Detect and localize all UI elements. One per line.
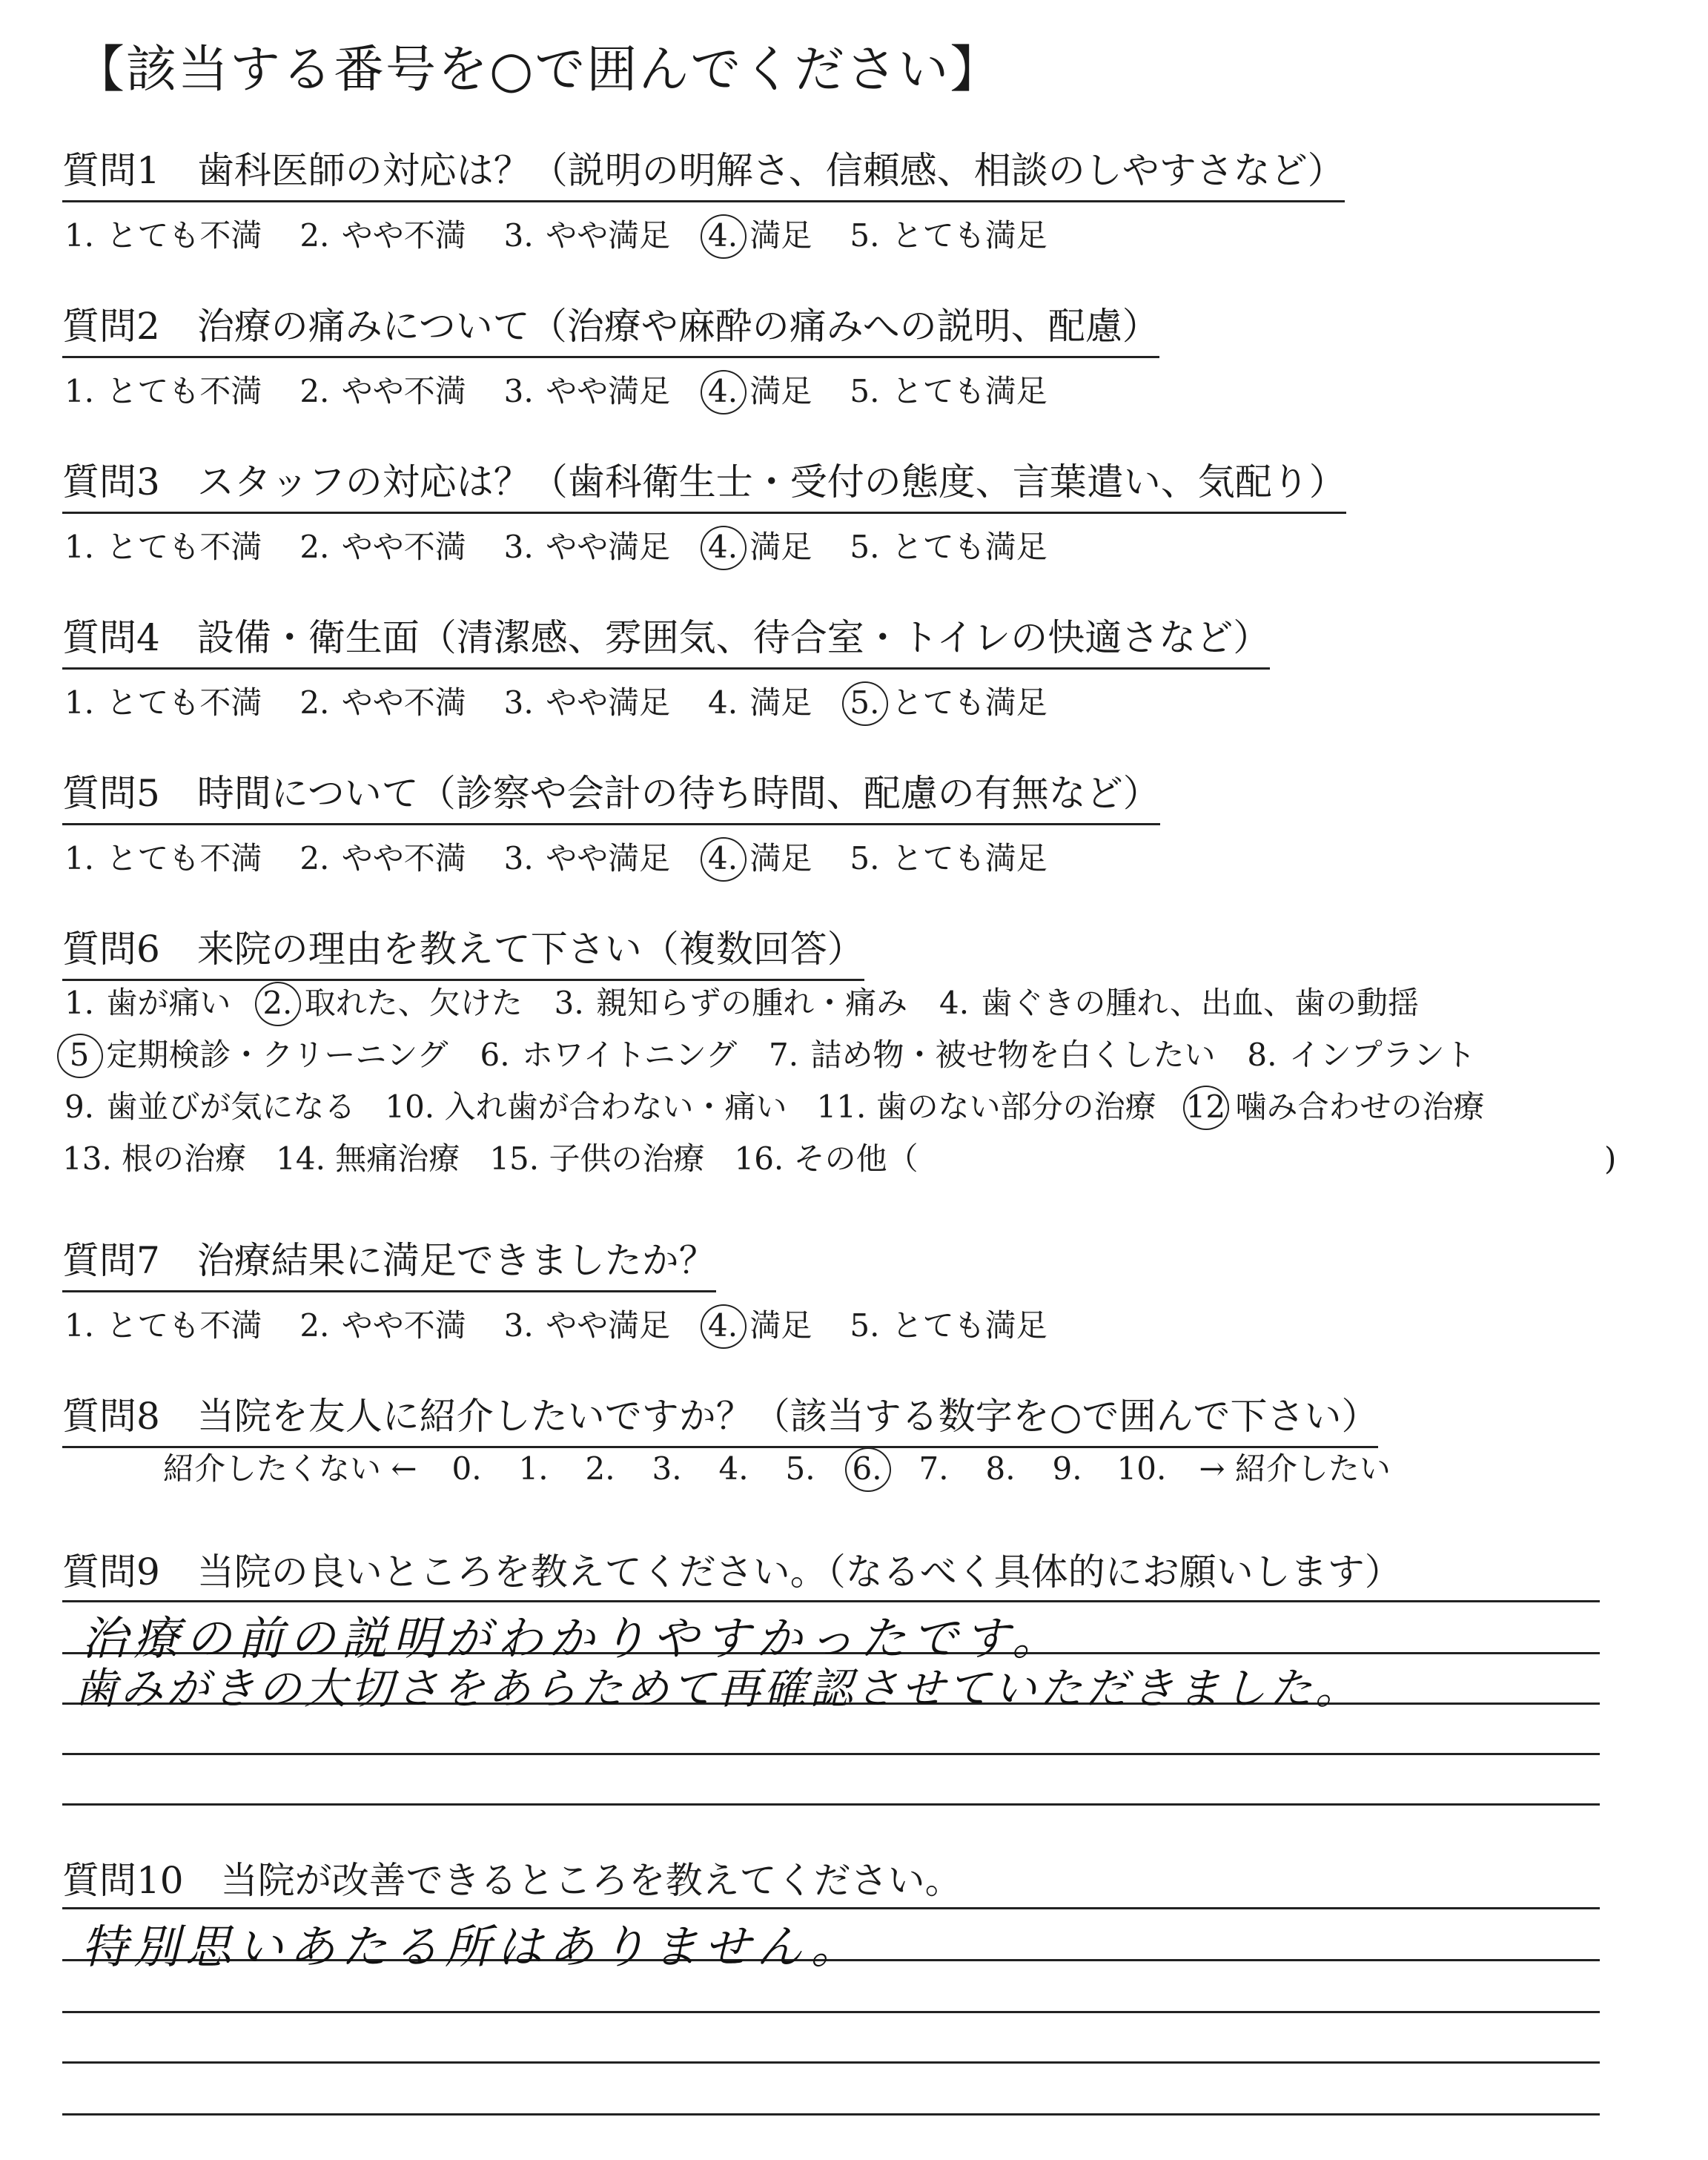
option-label: 定期検診・クリーニング [96,1037,448,1073]
answer-line [62,1907,1600,1909]
rating-option-4[interactable] [706,678,812,723]
option-label: やや満足 [535,840,671,876]
option-number: 3. [503,373,534,409]
option-label: 子供の治療 [539,1140,705,1177]
reason-option[interactable] [478,1029,738,1081]
rating-option-3[interactable] [502,834,670,879]
question-6 [62,919,864,981]
option-label: やや不満 [331,684,466,721]
option-number: 7. [769,1037,799,1073]
reason-option[interactable] [276,1133,460,1185]
option-label: 詰め物・被せ物を白くしたい [801,1037,1216,1073]
option-label: とても満足 [881,373,1047,409]
option-number: 1. [64,217,95,254]
option-number: 12 [1186,1081,1225,1133]
option-number: 2. [260,977,294,1029]
question-title: 質問1 歯科医師の対応は？（説明の明解さ、信頼感、相談のしやすさなど） [62,141,1345,202]
rating-option-3[interactable] [502,678,670,723]
option-number: 3. [503,529,534,565]
option-number: 4. [939,985,970,1021]
option-label: 歯のない部分の治療 [866,1089,1156,1125]
option-label: 満足 [740,373,812,409]
reason-option[interactable] [62,1029,448,1081]
rating-option-1[interactable] [62,1301,262,1346]
rating-option-2[interactable] [297,678,466,723]
scale-value[interactable]: 3. [652,1450,682,1487]
option-label: 親知らずの腫れ・痛み [586,985,908,1021]
option-label: やや不満 [331,1307,466,1344]
option-label: とても不満 [96,373,262,409]
rating-option-5[interactable] [847,523,1047,567]
scale-value[interactable]: 1. [518,1450,549,1487]
option-number: 4. [706,217,740,254]
option-label: ホワイトニング [512,1037,738,1073]
option-label: やや満足 [535,373,671,409]
option-label: 噛み合わせの治療 [1225,1089,1485,1125]
option-number: 1. [64,840,95,876]
option-label: 入れ歯が合わない・痛い [434,1089,787,1125]
rating-option-4[interactable] [706,367,812,412]
question-2 [62,297,1159,412]
scale-value[interactable]: 4. [718,1450,749,1487]
option-number: 1. [64,373,95,409]
option-label: とても不満 [96,217,262,254]
option-number: 5. [850,217,880,254]
rating-option-4[interactable] [706,1301,812,1346]
reason-option[interactable] [385,1081,787,1133]
handwritten-answer: 歯みがきの大切さをあらためて再確認させていただきました。 [74,1663,1362,1714]
option-label: とても不満 [96,684,262,721]
option-number: 5 [62,1029,96,1081]
rating-option-4[interactable] [706,523,812,567]
question-title: 質問5 時間について（診察や会計の待ち時間、配慮の有無など） [62,764,1160,825]
rating-option-2[interactable] [297,834,466,879]
reason-option[interactable] [62,1081,355,1133]
scale-right-label: → 紹介したい [1199,1450,1391,1487]
option-number: 2. [299,529,330,565]
option-number: 1. [64,529,95,565]
answer-line [62,2113,1600,2116]
question-title: 質問2 治療の痛みについて（治療や麻酔の痛みへの説明、配慮） [62,297,1159,358]
reason-option[interactable] [817,1081,1156,1133]
option-label: 満足 [740,684,812,721]
option-number: 15. [489,1140,540,1177]
rating-option-1[interactable] [62,367,262,412]
question-5 [62,764,1160,879]
option-label: 取れた、欠けた [294,985,523,1021]
reason-option[interactable] [767,1029,1215,1081]
rating-option-2[interactable] [297,211,466,256]
reason-option[interactable] [1245,1029,1475,1081]
rating-option-2[interactable] [297,367,466,412]
option-label: やや満足 [535,684,671,721]
option-label: とても満足 [881,1307,1047,1344]
answer-line [62,1753,1600,1755]
option-number: 16. [734,1140,784,1177]
option-label: やや不満 [331,529,466,565]
rating-option-5[interactable] [847,834,1047,879]
scale-left-label: 紹介したくない ← [163,1450,417,1487]
rating-option-5[interactable] [847,1301,1047,1346]
option-label: とても不満 [96,1307,262,1344]
question-title: 質問4 設備・衛生面（清潔感、雰囲気、待合室・トイレの快適さなど） [62,608,1270,670]
option-number: 11. [816,1089,867,1125]
question-7 [62,1231,1083,1346]
option-label: 歯ぐきの腫れ、出血、歯の動揺 [971,985,1419,1021]
option-number: 4. [706,840,740,876]
scale-value[interactable]: 6. [850,1450,884,1487]
question-10-title: 質問10 当院が改善できるところを教えてください。 [62,1859,962,1902]
rating-option-1[interactable] [62,834,262,879]
question-3 [62,452,1346,567]
question-1 [62,141,1345,256]
option-number: 2. [299,840,330,876]
rating-options [62,523,1346,567]
option-number: 3. [503,840,534,876]
recommend-scale [163,1444,1391,1489]
reason-option[interactable] [489,1133,704,1185]
option-label: 満足 [740,1307,812,1344]
option-number: 2. [299,373,330,409]
answer-line [62,2011,1600,2013]
rating-options [62,678,1270,723]
reason-option[interactable] [734,1133,918,1185]
answer-line [62,1803,1600,1806]
reason-option[interactable] [62,1133,246,1185]
rating-option-5[interactable] [847,211,1047,256]
option-number: 1. [64,985,95,1021]
scale-value[interactable]: 9. [1052,1450,1082,1487]
option-label: とても不満 [96,840,262,876]
rating-option-1[interactable] [62,678,262,723]
rating-option-5[interactable] [847,367,1047,412]
reason-options [62,977,1656,1185]
question-title: 質問8 当院を友人に紹介したいですか？（該当する数字を○で囲んで下さい） [62,1387,1378,1448]
option-label: やや不満 [331,840,466,876]
option-number: 5. [847,684,881,721]
scale-value[interactable]: 2. [585,1450,615,1487]
option-number: 1. [64,684,95,721]
option-label: とても満足 [881,684,1047,721]
rating-option-2[interactable] [297,523,466,567]
rating-options [62,1301,1083,1346]
handwritten-answer: 特別思いあたる所はありません。 [82,1920,863,1974]
rating-options [62,367,1159,412]
question-9-title: 質問9 当院の良いところを教えてください。（なるべく具体的にお願いします） [62,1550,1402,1593]
rating-option-1[interactable] [62,211,262,256]
scale-value[interactable]: 10. [1116,1450,1167,1487]
option-label: とても不満 [96,529,262,565]
handwritten-answer: 治療の前の説明がわかりやすかったです。 [82,1611,1065,1665]
scale-value[interactable]: 7. [918,1450,949,1487]
option-number: 6. [480,1037,510,1073]
option-label: とても満足 [881,529,1047,565]
rating-option-3[interactable] [502,367,670,412]
rating-options [62,834,1160,879]
option-label: 無痛治療 [325,1140,460,1177]
option-number: 13. [62,1140,112,1177]
option-number: 3. [503,684,534,721]
option-number: 8. [1247,1037,1277,1073]
option-number: 5. [850,529,880,565]
scale-value[interactable]: 8. [985,1450,1016,1487]
rating-option-2[interactable] [297,1301,466,1346]
reason-option[interactable] [937,977,1419,1029]
scale-value[interactable]: 5. [785,1450,815,1487]
rating-option-3[interactable] [502,523,670,567]
option-number: 3. [503,217,534,254]
option-number: 2. [299,217,330,254]
question-8 [62,1387,1378,1448]
reason-option[interactable] [1186,1081,1485,1133]
rating-option-3[interactable] [502,1301,670,1346]
option-number: 9. [64,1089,95,1125]
option-label: やや不満 [331,217,466,254]
option-label: 根の治療 [111,1140,247,1177]
option-label: 歯並びが気になる [96,1089,356,1125]
option-label: 満足 [740,217,812,254]
rating-option-3[interactable] [502,211,670,256]
other-close-paren: ) [1604,1140,1617,1177]
option-number: 3. [503,1307,534,1344]
question-4 [62,608,1270,723]
option-number: 4. [708,684,738,721]
option-label: とても満足 [881,217,1047,254]
option-number: 5. [850,840,880,876]
rating-option-1[interactable] [62,523,262,567]
rating-option-4[interactable] [706,834,812,879]
option-label: 歯が痛い [96,985,231,1021]
rating-options [62,211,1345,256]
scale-value[interactable]: 0. [451,1450,482,1487]
rating-option-5[interactable] [847,678,1047,723]
option-label: 満足 [740,840,812,876]
option-label: やや満足 [535,217,671,254]
rating-option-4[interactable] [706,211,812,256]
reason-option[interactable] [552,977,907,1029]
option-number: 10. [385,1089,435,1125]
option-label: インプラント [1279,1037,1476,1073]
option-number: 5. [850,1307,880,1344]
option-label: やや満足 [535,529,671,565]
option-number: 2. [299,1307,330,1344]
option-number: 1. [64,1307,95,1344]
answer-line [62,2061,1600,2064]
option-number: 2. [299,684,330,721]
question-title: 質問7 治療結果に満足できましたか？ [62,1231,716,1292]
option-label: やや不満 [331,373,466,409]
option-number: 14. [276,1140,325,1177]
option-number: 5. [850,373,880,409]
question-title: 質問3 スタッフの対応は？（歯科衛生士・受付の態度、言葉遣い、気配り） [62,452,1346,514]
question-title: 質問6 来院の理由を教えて下さい（複数回答） [62,919,864,981]
reason-option[interactable] [260,977,522,1029]
option-label: 満足 [740,529,812,565]
form-header: 【該当する番号を○で囲んでください】 [74,41,1002,99]
option-label: やや満足 [535,1307,671,1344]
option-label: とても満足 [881,840,1047,876]
option-number: 4. [706,373,740,409]
option-number: 4. [706,1307,740,1344]
option-number: 4. [706,529,740,565]
option-label: その他（ [784,1140,918,1177]
reason-option[interactable] [62,977,231,1029]
option-number: 3. [554,985,584,1021]
